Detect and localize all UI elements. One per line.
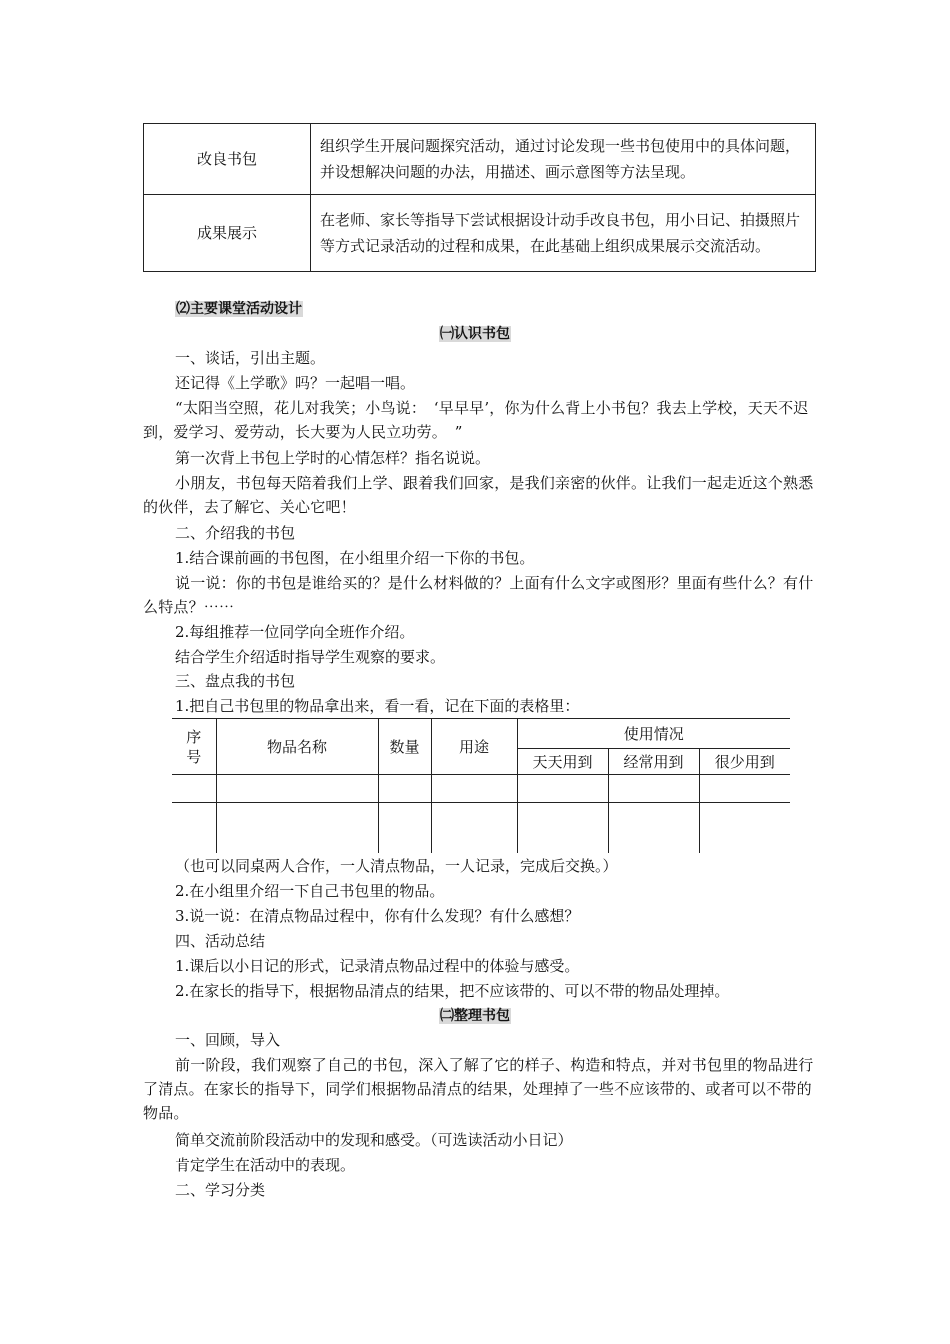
table-cell [608, 803, 699, 853]
table-row [144, 195, 816, 272]
paragraph: 一、谈话，引出主题。 [175, 349, 326, 367]
paragraph: 一、回顾，导入 [175, 1031, 281, 1049]
paragraph: 3.说一说：在清点物品过程中，你有什么发现？有什么感想？ [175, 907, 580, 925]
table-cell [216, 803, 378, 853]
paragraph: （也可以同桌两人合作，一人清点物品，一人记录，完成后交换。） [175, 857, 618, 875]
paragraph: 小朋友，书包每天陪着我们上学、跟着我们回家，是我们亲密的伙伴。让我们一起走近这个熟悉的伙伴，去了解它、关心它吧！ [143, 474, 814, 516]
column-header-quantity: 数量 [378, 719, 431, 775]
table-cell [378, 803, 431, 853]
table-cell [699, 775, 790, 803]
part1-title: ㈠认识书包 [440, 326, 510, 342]
paragraph: 结合学生介绍适时指导学生观察的要求。 [175, 648, 446, 666]
table-row [144, 124, 816, 195]
paragraph: 还记得《上学歌》吗？一起唱一唱。 [175, 374, 416, 392]
paragraph: 二、介绍我的书包 [175, 524, 296, 542]
section-heading: ⑵主要课堂活动设计 [176, 301, 302, 317]
paragraph: 四、活动总结 [175, 932, 266, 950]
activity-name: 成果展示 [144, 195, 311, 272]
part2-title: ㈡整理书包 [440, 1008, 510, 1024]
table-cell [172, 803, 216, 853]
activity-description: 在老师、家长等指导下尝试根据设计动手改良书包，用小日记、拍摄照片等方式记录活动的过程和成果，在此基础上组织成果展示交流活动。 [311, 195, 816, 272]
column-header-usage: 使用情况 [517, 719, 790, 749]
table-cell [431, 803, 517, 853]
paragraph: 2.在小组里介绍一下自己书包里的物品。 [175, 882, 445, 900]
activity-table [143, 123, 816, 272]
table-cell [378, 775, 431, 803]
paragraph: 1.课后以小日记的形式，记录清点物品过程中的体验与感受。 [175, 957, 580, 975]
column-header-daily: 天天用到 [517, 749, 608, 775]
paragraph: 三、盘点我的书包 [175, 672, 296, 690]
table-cell [699, 803, 790, 853]
column-header-often: 经常用到 [608, 749, 699, 775]
activity-name: 改良书包 [144, 124, 311, 195]
column-header-rarely: 很少用到 [699, 749, 790, 775]
table-cell [517, 775, 608, 803]
table-cell [216, 775, 378, 803]
paragraph: 第一次背上书包上学时的心情怎样？指名说说。 [175, 449, 491, 467]
paragraph: 2.每组推荐一位同学向全班作介绍。 [175, 623, 415, 641]
column-header-number: 序号 [172, 719, 216, 775]
activity-description: 组织学生开展问题探究活动，通过讨论发现一些书包使用中的具体问题，并设想解决问题的办法，用描述、画示意图等方法呈现。 [311, 124, 816, 195]
paragraph: “太阳当空照，花儿对我笑；小鸟说： ‘早早早’，你为什么背上小书包？我去上学校，天天不迟到，爱学习、爱劳动，长大要为人民立功劳。 ” [143, 399, 809, 441]
table-header-row [172, 719, 790, 749]
table-cell [431, 775, 517, 803]
paragraph: 1.把自己书包里的物品拿出来，看一看，记在下面的表格里： [175, 697, 580, 715]
table-cell [517, 803, 608, 853]
paragraph: 简单交流前阶段活动中的发现和感受。（可选读活动小日记） [175, 1131, 573, 1149]
paragraph: 说一说：你的书包是谁给买的？是什么材料做的？上面有什么文字或图形？里面有些什么？有什么特点？⋯⋯ [143, 574, 814, 616]
paragraph: 2.在家长的指导下，根据物品清点的结果，把不应该带的、可以不带的物品处理掉。 [175, 982, 730, 1000]
paragraph: 肯定学生在活动中的表现。 [175, 1156, 356, 1174]
table-row [172, 775, 790, 803]
paragraph: 前一阶段，我们观察了自己的书包，深入了解了它的样子、构造和特点，并对书包里的物品进行了清点。在家长的指导下，同学们根据物品清点的结果，处理掉了一些不应该带的、或者可以不带的物品。 [143, 1056, 814, 1122]
inventory-table [172, 718, 790, 853]
paragraph: 二、学习分类 [175, 1181, 266, 1199]
column-header-item-name: 物品名称 [216, 719, 378, 775]
table-row [172, 803, 790, 853]
column-header-purpose: 用途 [431, 719, 517, 775]
paragraph: 1.结合课前画的书包图，在小组里介绍一下你的书包。 [175, 549, 535, 567]
table-cell [172, 775, 216, 803]
table-cell [608, 775, 699, 803]
